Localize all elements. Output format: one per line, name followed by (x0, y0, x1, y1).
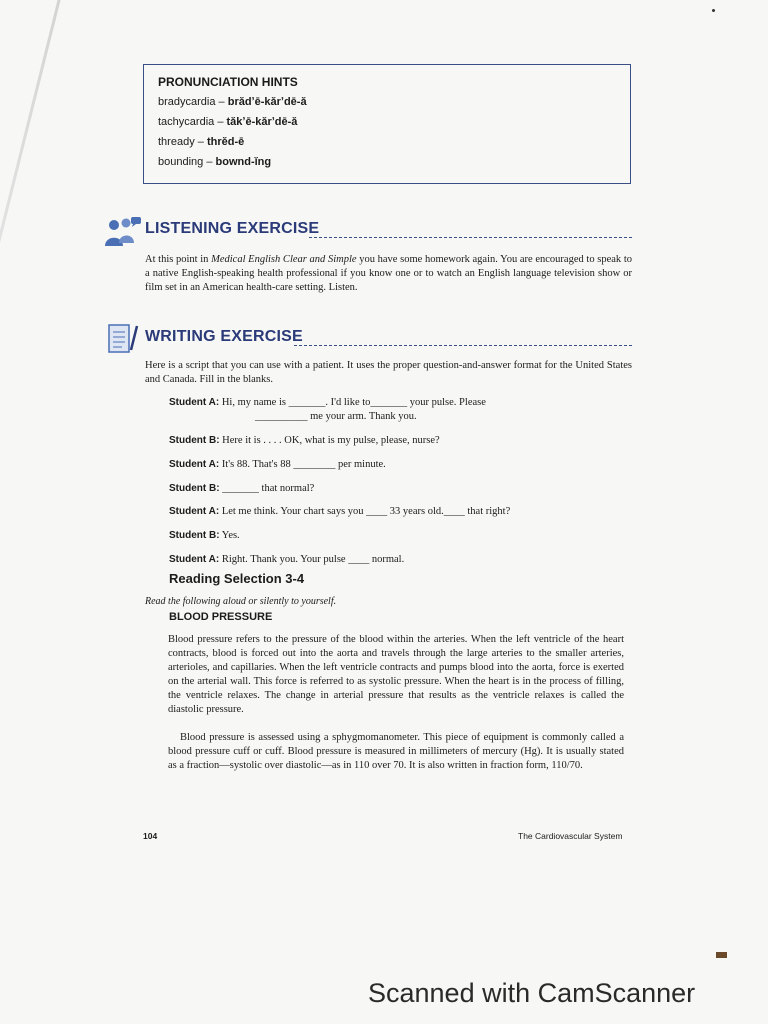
pronunciation-item (158, 136, 616, 148)
dialogue-line (169, 505, 629, 519)
dialogue-line (169, 434, 629, 448)
dash: – (203, 156, 216, 168)
pronunciation: brădʼē-kărʼdē-ă (227, 96, 307, 108)
pronunciation: tăkʼē-kărʼdē-ă (226, 116, 298, 128)
term: bradycardia (158, 96, 216, 108)
term: tachycardia (158, 116, 215, 128)
listening-paragraph (145, 253, 632, 295)
term: thready (158, 136, 195, 148)
speaker-label: Student B: (169, 435, 220, 446)
speaker-label: Student B: (169, 483, 220, 494)
speaker-label: Student B: (169, 530, 220, 541)
pronunciation-item (158, 156, 616, 168)
dialogue-text: Here it is . . . . OK, what is my pulse, please, nurse? (219, 435, 440, 446)
reading-instruction: Read the following aloud or silently to yourself. (145, 596, 337, 607)
pronunciation: thrĕd-ē (206, 136, 245, 148)
book-title: Medical English Clear and Simple (211, 254, 357, 265)
dialogue-line (169, 553, 629, 567)
pronunciation: bownd-ĭng (215, 156, 272, 168)
dialogue-line (169, 458, 629, 472)
chapter-footer: The Cardiovascular System (518, 831, 623, 841)
scanner-watermark: Scanned with CamScanner (368, 978, 696, 1008)
reading-selection-title: Reading Selection 3-4 (169, 571, 305, 586)
dialogue-text: _______ that normal? (219, 483, 315, 494)
term: bounding (158, 156, 204, 168)
text: you have some homework again. You are encouraged to speak to a native English-speaking health professional if you know one or to watch an English language television show or film set in an American health-care setting. Listen. (145, 254, 632, 293)
section-divider (294, 345, 632, 346)
dialogue-line (169, 529, 629, 543)
section-divider (309, 237, 632, 238)
speaker-label: Student A: (169, 554, 220, 565)
blood-pressure-heading: BLOOD PRESSURE (169, 611, 273, 623)
writing-notepad-icon (104, 324, 142, 354)
fold-line (0, 0, 63, 340)
dash: – (214, 116, 227, 128)
speaker-label: Student A: (169, 397, 220, 408)
dash: – (194, 136, 207, 148)
dialogue-line (169, 482, 629, 496)
pronunciation-title: PRONUNCIATION HINTS (158, 75, 298, 89)
dialogue-text: Yes. (219, 530, 240, 541)
reading-paragraph: Blood pressure refers to the pressure of the blood within the arteries. When the left ventricle of the heart contracts, blood is forced out into the aorta and travels through the large arteries to the smaller arteries, arterioles, and capillaries. When the left ventricle contracts and pumps blood into the aorta, force is exerted on the arterial wall. This force is referred to as systolic pressure. When the heart is in the process of filling, the ventricle relaxes. The change in arterial pressure that results as the ventricle relaxes is called the diastolic pressure. (168, 634, 624, 715)
pronunciation-item (158, 116, 616, 128)
dialogue-continuation: __________ me your arm. Thank you. (255, 411, 417, 422)
page-number: 104 (143, 831, 158, 841)
scan-mark (716, 952, 727, 958)
dialogue-text: It's 88. That's 88 ________ per minute. (219, 459, 386, 470)
dialogue-text: Right. Thank you. Your pulse ____ normal. (219, 554, 405, 565)
dash: – (215, 96, 228, 108)
dialogue-text: Hi, my name is _______. I'd like to_______ your pulse. Please (219, 397, 486, 408)
scan-speck (712, 9, 715, 12)
pronunciation-item (158, 96, 616, 108)
listening-title: LISTENING EXERCISE (145, 220, 320, 237)
listening-people-icon (104, 216, 142, 246)
writing-title: WRITING EXERCISE (145, 328, 303, 345)
writing-exercise-header (104, 324, 632, 354)
speaker-label: Student A: (169, 506, 220, 517)
dialogue-line (169, 396, 629, 424)
text: At this point in (145, 254, 212, 265)
reading-paragraph: Blood pressure is assessed using a sphygmomanometer. This piece of equipment is commonly called a blood pressure cuff or cuff. Blood pressure is measured in millimeters of mercury (Hg). It is usually stated as a fraction—systolic over diastolic—as in 110 over 70. It is also written in fraction form, 110/70. (168, 732, 624, 771)
writing-intro: Here is a script that you can use with a patient. It uses the proper question-and-answer format for the United States and Canada. Fill in the blanks. (145, 360, 632, 385)
pronunciation-hints-box (143, 64, 631, 184)
listening-exercise-header (104, 216, 632, 246)
dialogue-text: Let me think. Your chart says you ____ 33 years old.____ that right? (219, 506, 511, 517)
speaker-label: Student A: (169, 459, 220, 470)
